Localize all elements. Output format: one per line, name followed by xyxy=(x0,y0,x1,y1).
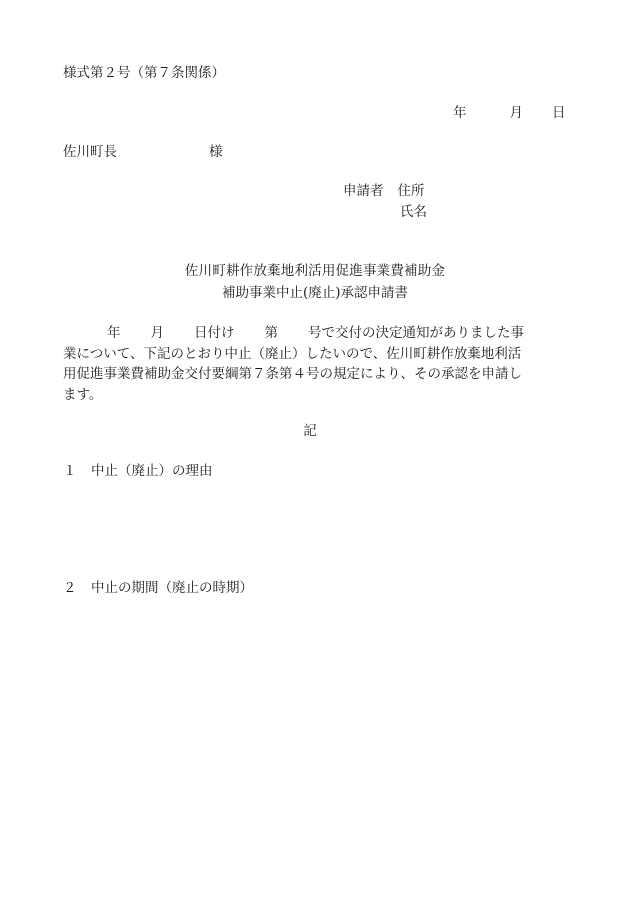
body-line-1 xyxy=(63,323,557,344)
applicant-address-line xyxy=(343,185,425,199)
addressee xyxy=(63,146,223,160)
item-number: ２ xyxy=(63,580,77,596)
ki-heading: 記 xyxy=(303,423,317,439)
date-day: 日 xyxy=(552,105,566,121)
date-year: 年 xyxy=(453,105,467,121)
body-dated: 日付け xyxy=(194,325,235,341)
date-line xyxy=(453,107,566,121)
date-month: 月 xyxy=(509,105,523,121)
item-label: 中止（廃止）の理由 xyxy=(91,463,213,479)
addressee-honorific: 様 xyxy=(209,144,223,160)
item-label: 中止の期間（廃止の時期） xyxy=(91,580,253,596)
item-period xyxy=(63,582,253,596)
document-title-line1: 佐川町耕作放棄地利活用促進事業費補助金 xyxy=(184,263,446,279)
body-paragraph xyxy=(63,323,557,405)
body-line-2: 業について、下記のとおり中止（廃止）したいので、佐川町耕作放棄地利活 xyxy=(63,345,522,362)
body-line-3: 用促進事業費補助金交付要綱第７条第４号の規定により、その承認を申請し xyxy=(63,366,522,382)
body-line-4: ます。 xyxy=(63,386,103,403)
applicant-address-label: 住所 xyxy=(397,183,425,199)
body-year: 年 xyxy=(107,325,121,341)
form-number: 様式第２号（第７条関係） xyxy=(63,65,225,81)
document-title-line2: 補助事業中止(廃止)承認申請書 xyxy=(221,285,409,301)
body-line-1-rest: 号で交付の決定通知がありました事 xyxy=(308,325,524,341)
body-month: 月 xyxy=(150,325,164,341)
item-number: １ xyxy=(63,463,77,479)
addressee-name: 佐川町長 xyxy=(63,144,117,160)
applicant-role-label: 申請者 xyxy=(343,183,384,199)
body-number-prefix: 第 xyxy=(264,325,278,341)
item-reason xyxy=(63,465,213,479)
applicant-name-label: 氏名 xyxy=(400,204,427,220)
